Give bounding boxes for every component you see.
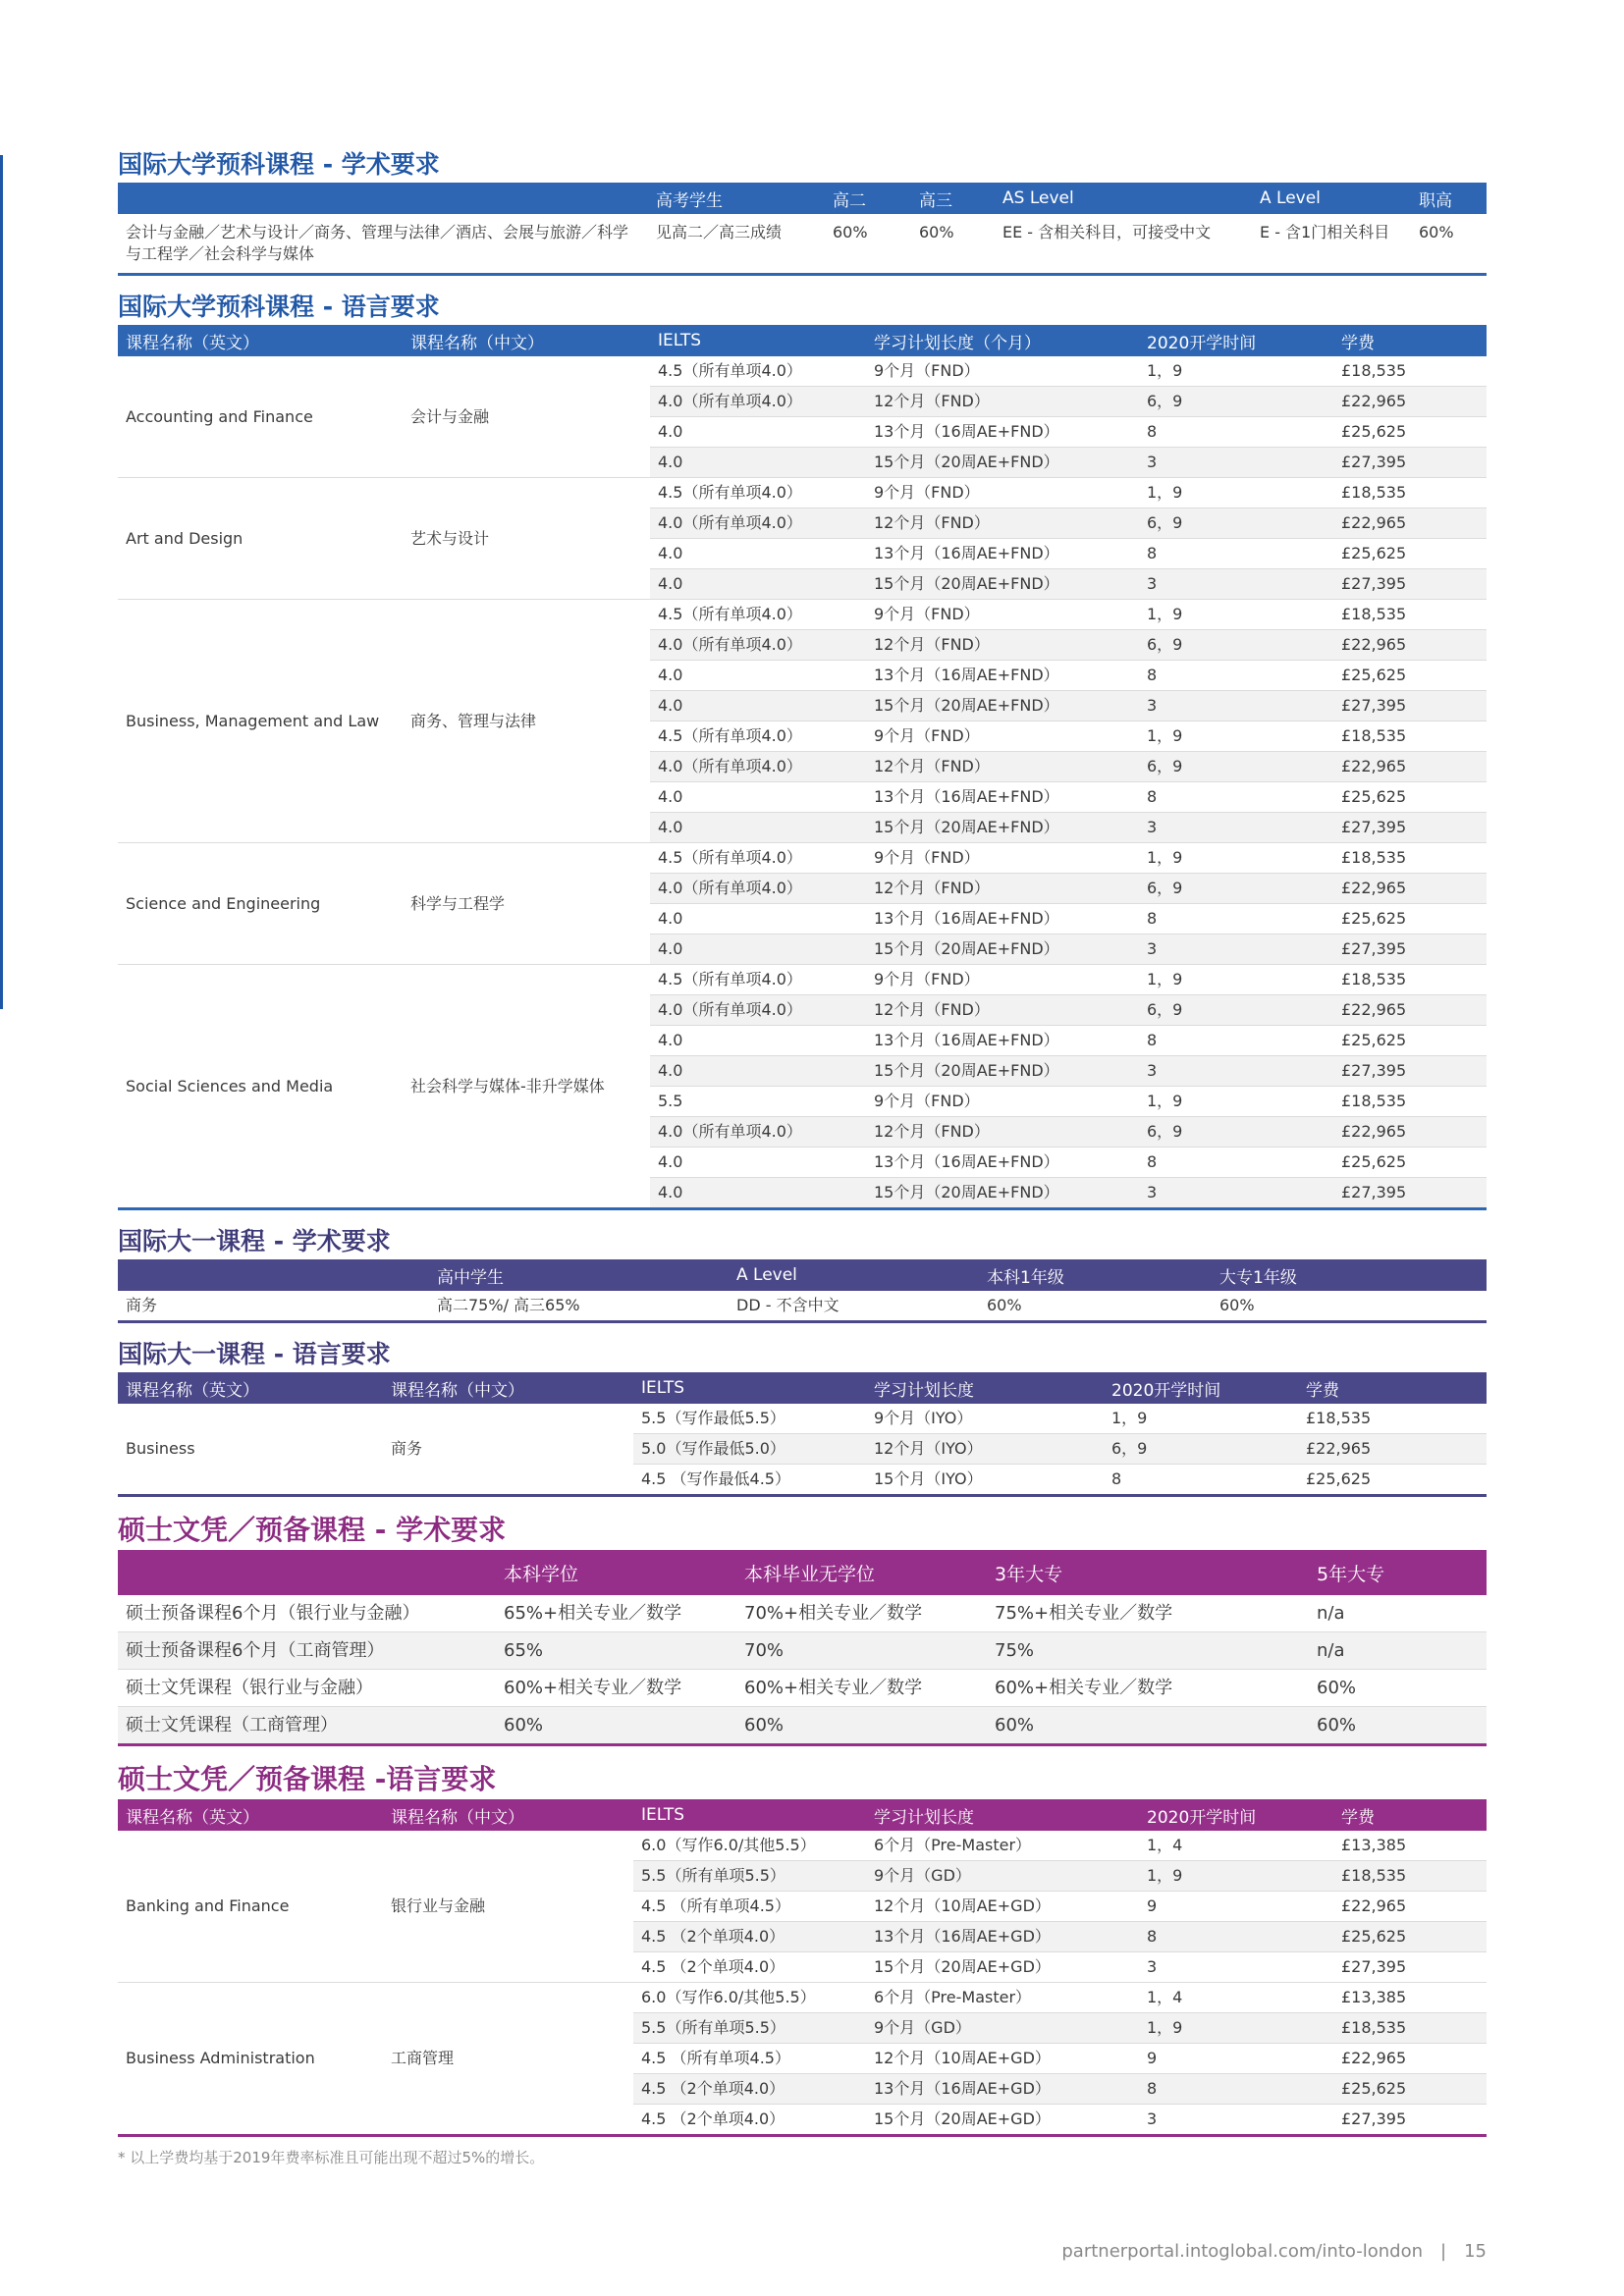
column-header: 学费 [1333, 1799, 1487, 1831]
duration-cell: 15个月（IYO） [866, 1465, 1104, 1496]
column-header: 课程名称（英文） [118, 1799, 383, 1831]
duration-cell: 15个月（20周AE+FND） [866, 934, 1139, 965]
section-title-iyo-academic: 国际大一课程 - 学术要求 [118, 1227, 391, 1255]
column-header: 课程名称（中文） [403, 325, 650, 356]
intake-cell: 3 [1139, 1056, 1333, 1087]
fee-cell: £27,395 [1333, 569, 1487, 600]
intake-cell: 1，9 [1139, 2013, 1333, 2044]
column-header: 本科1年级 [979, 1259, 1212, 1291]
table-row [118, 1831, 1487, 1861]
column-header [118, 183, 648, 214]
table-cell: 60% [919, 223, 954, 241]
fee-cell: £25,625 [1298, 1465, 1487, 1496]
fee-cell: £22,965 [1333, 1892, 1487, 1922]
fee-cell: £18,535 [1333, 843, 1487, 874]
duration-cell: 12个月（FND） [866, 874, 1139, 904]
table-row [118, 1707, 1487, 1745]
course-name-en: Art and Design [118, 478, 403, 600]
table-row [118, 1632, 1487, 1670]
duration-cell: 13个月（16周AE+FND） [866, 904, 1139, 934]
table-cell: 60% [1309, 1670, 1487, 1707]
ielts-cell: 4.5 （所有单项4.5） [633, 1892, 866, 1922]
ielts-cell: 4.5 （2个单项4.0） [633, 2074, 866, 2105]
intake-cell: 8 [1139, 539, 1333, 569]
fee-cell: £27,395 [1333, 813, 1487, 843]
ielts-cell: 4.0（所有单项4.0） [650, 508, 866, 539]
column-header: 学习计划长度 [866, 1372, 1104, 1404]
fee-cell: £22,965 [1333, 1117, 1487, 1148]
table-row [118, 1595, 1487, 1632]
ielts-cell: 4.5（所有单项4.0） [650, 478, 866, 508]
ielts-cell: 4.0 [650, 1026, 866, 1056]
ielts-cell: 4.0 [650, 569, 866, 600]
column-header: 学习计划长度 [866, 1799, 1139, 1831]
intake-cell: 9 [1139, 2044, 1333, 2074]
column-header: A Level [1252, 183, 1411, 214]
table-row [118, 1404, 1487, 1434]
section-title-iyo-language: 国际大一课程 - 语言要求 [118, 1340, 391, 1368]
fee-cell: £18,535 [1333, 1861, 1487, 1892]
column-header: 大专1年级 [1212, 1259, 1487, 1291]
duration-cell: 15个月（20周AE+FND） [866, 448, 1139, 478]
duration-cell: 9个月（FND） [866, 356, 1139, 387]
duration-cell: 13个月（16周AE+FND） [866, 1148, 1139, 1178]
intake-cell: 9 [1139, 1892, 1333, 1922]
ielts-cell: 4.0 [650, 539, 866, 569]
fee-cell: £25,625 [1333, 904, 1487, 934]
duration-cell: 9个月（GD） [866, 1861, 1139, 1892]
section-title-foundation-academic: 国际大学预科课程 - 学术要求 [118, 150, 440, 179]
fee-cell: £22,965 [1333, 752, 1487, 782]
intake-cell: 3 [1139, 1952, 1333, 1983]
column-header: 本科学位 [496, 1550, 736, 1595]
duration-cell: 15个月（20周AE+FND） [866, 1056, 1139, 1087]
duration-cell: 13个月（16周AE+FND） [866, 417, 1139, 448]
table-cell: 60% [736, 1707, 987, 1745]
column-header: 课程名称（中文） [383, 1372, 633, 1404]
column-header: 课程名称（英文） [118, 325, 403, 356]
section-title-masters-academic: 硕士文凭／预备课程 - 学术要求 [118, 1514, 507, 1546]
section-title-foundation-language: 国际大学预科课程 - 语言要求 [118, 293, 440, 321]
intake-cell: 1，4 [1139, 1831, 1333, 1861]
column-header: 学费 [1298, 1372, 1487, 1404]
table-iyo-language [118, 1372, 1487, 1497]
duration-cell: 15个月（20周AE+GD） [866, 1952, 1139, 1983]
column-header: AS Level [995, 183, 1252, 214]
intake-cell: 6，9 [1104, 1434, 1298, 1465]
duration-cell: 6个月（Pre-Master） [866, 1983, 1139, 2013]
column-header: 职高 [1411, 183, 1487, 214]
ielts-cell: 4.0 [650, 691, 866, 721]
intake-cell: 6，9 [1139, 874, 1333, 904]
duration-cell: 6个月（Pre-Master） [866, 1831, 1139, 1861]
column-header: 学费 [1333, 325, 1487, 356]
column-header: 课程名称（英文） [118, 1372, 383, 1404]
table-cell: 商务 [118, 1291, 429, 1322]
table-cell: DD - 不含中文 [729, 1291, 979, 1322]
table-cell: 硕士文凭课程（工商管理） [118, 1707, 496, 1745]
column-header: 高考学生 [648, 183, 825, 214]
intake-cell: 8 [1104, 1465, 1298, 1496]
table-cell: 60% [1212, 1291, 1487, 1322]
column-header: IELTS [633, 1372, 866, 1404]
intake-cell: 3 [1139, 691, 1333, 721]
duration-cell: 15个月（20周AE+FND） [866, 1178, 1139, 1209]
duration-cell: 13个月（16周AE+FND） [866, 661, 1139, 691]
intake-cell: 1，9 [1104, 1404, 1298, 1434]
ielts-cell: 4.0 [650, 904, 866, 934]
column-header: 课程名称（中文） [383, 1799, 633, 1831]
intake-cell: 1，9 [1139, 721, 1333, 752]
ielts-cell: 4.0 [650, 661, 866, 691]
table-cell: 60%+相关专业／数学 [736, 1670, 987, 1707]
fee-cell: £18,535 [1333, 600, 1487, 630]
ielts-cell: 4.5（所有单项4.0） [650, 600, 866, 630]
table-cell: 65% [496, 1632, 736, 1670]
intake-cell: 8 [1139, 661, 1333, 691]
column-header: IELTS [633, 1799, 866, 1831]
fee-cell: £22,965 [1333, 508, 1487, 539]
table-cell: 高二75%/ 高三65% [429, 1291, 729, 1322]
column-header: 学习计划长度（个月） [866, 325, 1139, 356]
ielts-cell: 4.5 （写作最低4.5） [633, 1465, 866, 1496]
duration-cell: 9个月（FND） [866, 721, 1139, 752]
fee-cell: £22,965 [1333, 2044, 1487, 2074]
table-row [118, 600, 1487, 630]
fee-cell: £27,395 [1333, 1952, 1487, 1983]
intake-cell: 1，9 [1139, 356, 1333, 387]
column-header: 高三 [911, 183, 995, 214]
ielts-cell: 4.0（所有单项4.0） [650, 874, 866, 904]
intake-cell: 3 [1139, 569, 1333, 600]
ielts-cell: 4.5 （所有单项4.5） [633, 2044, 866, 2074]
fee-cell: £27,395 [1333, 934, 1487, 965]
table-iyo-academic [118, 1259, 1487, 1323]
fee-cell: £27,395 [1333, 1178, 1487, 1209]
column-header [118, 1550, 496, 1595]
duration-cell: 9个月（IYO） [866, 1404, 1104, 1434]
ielts-cell: 5.5（所有单项5.5） [633, 1861, 866, 1892]
fee-cell: £18,535 [1333, 721, 1487, 752]
ielts-cell: 4.0（所有单项4.0） [650, 1117, 866, 1148]
fee-cell: £25,625 [1333, 417, 1487, 448]
ielts-cell: 5.0（写作最低5.0） [633, 1434, 866, 1465]
ielts-cell: 4.0 [650, 813, 866, 843]
intake-cell: 1，4 [1139, 1983, 1333, 2013]
course-name-en: Banking and Finance [118, 1831, 383, 1983]
table-row [118, 1983, 1487, 2013]
column-header: 5年大专 [1309, 1550, 1487, 1595]
table-cell: 60%+相关专业／数学 [496, 1670, 736, 1707]
fee-cell: £18,535 [1333, 2013, 1487, 2044]
course-name-cn: 商务、管理与法律 [403, 600, 650, 843]
intake-cell: 8 [1139, 904, 1333, 934]
intake-cell: 1，9 [1139, 1087, 1333, 1117]
table-cell: 60% [987, 1707, 1309, 1745]
ielts-cell: 4.0（所有单项4.0） [650, 630, 866, 661]
course-name-cn: 商务 [383, 1404, 633, 1496]
course-name-en: Business, Management and Law [118, 600, 403, 843]
intake-cell: 3 [1139, 448, 1333, 478]
table-cell: 硕士文凭课程（银行业与金融） [118, 1670, 496, 1707]
table-row [118, 356, 1487, 387]
ielts-cell: 4.0 [650, 1148, 866, 1178]
intake-cell: 6，9 [1139, 387, 1333, 417]
table-cell: 70%+相关专业／数学 [736, 1595, 987, 1632]
ielts-cell: 4.0 [650, 782, 866, 813]
fee-cell: £22,965 [1333, 874, 1487, 904]
ielts-cell: 4.5 （2个单项4.0） [633, 1922, 866, 1952]
fee-cell: £27,395 [1333, 448, 1487, 478]
intake-cell: 6，9 [1139, 1117, 1333, 1148]
ielts-cell: 4.5（所有单项4.0） [650, 965, 866, 995]
duration-cell: 12个月（FND） [866, 752, 1139, 782]
intake-cell: 3 [1139, 2105, 1333, 2136]
fee-cell: £25,625 [1333, 661, 1487, 691]
table-cell: EE - 含相关科目，可接受中文 [1002, 223, 1212, 241]
ielts-cell: 4.5（所有单项4.0） [650, 843, 866, 874]
fee-cell: £13,385 [1333, 1831, 1487, 1861]
duration-cell: 9个月（FND） [866, 478, 1139, 508]
fee-cell: £27,395 [1333, 2105, 1487, 2136]
column-header: 2020开学时间 [1139, 1799, 1333, 1831]
fee-cell: £18,535 [1298, 1404, 1487, 1434]
footnote: * 以上学费均基于2019年费率标准且可能出现不超过5%的增长。 [118, 2149, 545, 2166]
column-header: IELTS [650, 325, 866, 356]
ielts-cell: 4.5（所有单项4.0） [650, 356, 866, 387]
duration-cell: 12个月（FND） [866, 1117, 1139, 1148]
fee-cell: £27,395 [1333, 1056, 1487, 1087]
fee-cell: £22,965 [1333, 630, 1487, 661]
intake-cell: 6，9 [1139, 995, 1333, 1026]
course-name-cn: 会计与金融 [403, 356, 650, 478]
fee-cell: £27,395 [1333, 691, 1487, 721]
table-foundation-academic [118, 183, 1487, 276]
table-cell: 60%+相关专业／数学 [987, 1670, 1309, 1707]
sidebar-accent-bar [0, 155, 3, 1009]
ielts-cell: 4.0（所有单项4.0） [650, 995, 866, 1026]
intake-cell: 8 [1139, 417, 1333, 448]
duration-cell: 12个月（FND） [866, 508, 1139, 539]
table-cell: 75%+相关专业／数学 [987, 1595, 1309, 1632]
duration-cell: 9个月（FND） [866, 843, 1139, 874]
ielts-cell: 4.0 [650, 448, 866, 478]
column-header: 高二 [825, 183, 911, 214]
ielts-cell: 5.5（所有单项5.5） [633, 2013, 866, 2044]
duration-cell: 15个月（20周AE+FND） [866, 691, 1139, 721]
ielts-cell: 4.5 （2个单项4.0） [633, 2105, 866, 2136]
page-content [118, 147, 1487, 2167]
ielts-cell: 4.0 [650, 417, 866, 448]
course-name-cn: 工商管理 [383, 1983, 633, 2136]
column-header: 本科毕业无学位 [736, 1550, 987, 1595]
table-cell: n/a [1309, 1595, 1487, 1632]
intake-cell: 1，9 [1139, 478, 1333, 508]
ielts-cell: 6.0（写作6.0/其他5.5） [633, 1831, 866, 1861]
course-name-en: Science and Engineering [118, 843, 403, 965]
table-row [118, 965, 1487, 995]
duration-cell: 9个月（FND） [866, 600, 1139, 630]
course-name-en: Business Administration [118, 1983, 383, 2136]
column-header: 3年大专 [987, 1550, 1309, 1595]
section-title-masters-language: 硕士文凭／预备课程 -语言要求 [118, 1763, 497, 1795]
ielts-cell: 4.0 [650, 1056, 866, 1087]
footer-url[interactable]: partnerportal.intoglobal.com/into-london [1061, 2241, 1424, 2262]
column-header: A Level [729, 1259, 979, 1291]
footer-separator: | [1440, 2241, 1447, 2262]
fee-cell: £25,625 [1333, 782, 1487, 813]
course-name-cn: 银行业与金融 [383, 1831, 633, 1983]
duration-cell: 12个月（IYO） [866, 1434, 1104, 1465]
intake-cell: 8 [1139, 2074, 1333, 2105]
intake-cell: 6，9 [1139, 630, 1333, 661]
fee-cell: £25,625 [1333, 1148, 1487, 1178]
intake-cell: 1，9 [1139, 843, 1333, 874]
fee-cell: £13,385 [1333, 1983, 1487, 2013]
table-cell: n/a [1309, 1632, 1487, 1670]
fee-cell: £18,535 [1333, 1087, 1487, 1117]
table-cell: 硕士预备课程6个月（银行业与金融） [118, 1595, 496, 1632]
fee-cell: £25,625 [1333, 539, 1487, 569]
ielts-cell: 5.5（写作最低5.5） [633, 1404, 866, 1434]
duration-cell: 13个月（16周AE+GD） [866, 1922, 1139, 1952]
duration-cell: 12个月（FND） [866, 630, 1139, 661]
column-header: 高中学生 [429, 1259, 729, 1291]
column-header: 2020开学时间 [1104, 1372, 1298, 1404]
table-cell: 60% [1309, 1707, 1487, 1745]
table-cell: 60% [833, 223, 868, 241]
duration-cell: 15个月（20周AE+FND） [866, 813, 1139, 843]
table-cell: 会计与金融／艺术与设计／商务、管理与法律／酒店、会展与旅游／科学与工程学／社会科学与媒体 [126, 223, 629, 263]
intake-cell: 1，9 [1139, 600, 1333, 630]
ielts-cell: 4.0 [650, 1178, 866, 1209]
duration-cell: 12个月（FND） [866, 387, 1139, 417]
table-cell: 60% [496, 1707, 736, 1745]
duration-cell: 13个月（16周AE+GD） [866, 2074, 1139, 2105]
fee-cell: £18,535 [1333, 356, 1487, 387]
course-name-en: Business [118, 1404, 383, 1496]
page-footer [1061, 2241, 1487, 2262]
fee-cell: £25,625 [1333, 1922, 1487, 1952]
table-cell: 60% [1419, 223, 1454, 241]
intake-cell: 1，9 [1139, 1861, 1333, 1892]
table-cell: 硕士预备课程6个月（工商管理） [118, 1632, 496, 1670]
fee-cell: £25,625 [1333, 2074, 1487, 2105]
table-cell: 见高二／高三成绩 [656, 223, 783, 241]
intake-cell: 3 [1139, 934, 1333, 965]
table-masters-academic [118, 1550, 1487, 1746]
column-header [118, 1259, 429, 1291]
ielts-cell: 4.0（所有单项4.0） [650, 387, 866, 417]
fee-cell: £18,535 [1333, 965, 1487, 995]
fee-cell: £22,965 [1333, 995, 1487, 1026]
table-row [118, 1670, 1487, 1707]
ielts-cell: 6.0（写作6.0/其他5.5） [633, 1983, 866, 2013]
intake-cell: 6，9 [1139, 752, 1333, 782]
intake-cell: 8 [1139, 1148, 1333, 1178]
table-cell: 70% [736, 1632, 987, 1670]
column-header: 2020开学时间 [1139, 325, 1333, 356]
intake-cell: 8 [1139, 782, 1333, 813]
table-cell: 75% [987, 1632, 1309, 1670]
duration-cell: 9个月（GD） [866, 2013, 1139, 2044]
duration-cell: 12个月（FND） [866, 995, 1139, 1026]
intake-cell: 6，9 [1139, 508, 1333, 539]
fee-cell: £25,625 [1333, 1026, 1487, 1056]
table-foundation-language [118, 325, 1487, 1210]
duration-cell: 13个月（16周AE+FND） [866, 539, 1139, 569]
fee-cell: £18,535 [1333, 478, 1487, 508]
intake-cell: 3 [1139, 1178, 1333, 1209]
duration-cell: 12个月（10周AE+GD） [866, 2044, 1139, 2074]
table-cell: E - 含1门相关科目 [1260, 223, 1390, 241]
intake-cell: 8 [1139, 1026, 1333, 1056]
page-number: 15 [1464, 2241, 1487, 2262]
intake-cell: 1，9 [1139, 965, 1333, 995]
table-row [118, 843, 1487, 874]
duration-cell: 15个月（20周AE+FND） [866, 569, 1139, 600]
ielts-cell: 4.5（所有单项4.0） [650, 721, 866, 752]
duration-cell: 9个月（FND） [866, 1087, 1139, 1117]
duration-cell: 9个月（FND） [866, 965, 1139, 995]
course-name-cn: 科学与工程学 [403, 843, 650, 965]
intake-cell: 8 [1139, 1922, 1333, 1952]
ielts-cell: 5.5 [650, 1087, 866, 1117]
course-name-cn: 社会科学与媒体-非升学媒体 [403, 965, 650, 1209]
table-masters-language [118, 1799, 1487, 2137]
table-cell: 65%+相关专业／数学 [496, 1595, 736, 1632]
duration-cell: 12个月（10周AE+GD） [866, 1892, 1139, 1922]
ielts-cell: 4.0（所有单项4.0） [650, 752, 866, 782]
duration-cell: 13个月（16周AE+FND） [866, 1026, 1139, 1056]
intake-cell: 3 [1139, 813, 1333, 843]
fee-cell: £22,965 [1298, 1434, 1487, 1465]
course-name-en: Social Sciences and Media [118, 965, 403, 1209]
table-row [118, 478, 1487, 508]
ielts-cell: 4.0 [650, 934, 866, 965]
ielts-cell: 4.5 （2个单项4.0） [633, 1952, 866, 1983]
course-name-en: Accounting and Finance [118, 356, 403, 478]
table-cell: 60% [979, 1291, 1212, 1322]
duration-cell: 15个月（20周AE+GD） [866, 2105, 1139, 2136]
duration-cell: 13个月（16周AE+FND） [866, 782, 1139, 813]
course-name-cn: 艺术与设计 [403, 478, 650, 600]
fee-cell: £22,965 [1333, 387, 1487, 417]
